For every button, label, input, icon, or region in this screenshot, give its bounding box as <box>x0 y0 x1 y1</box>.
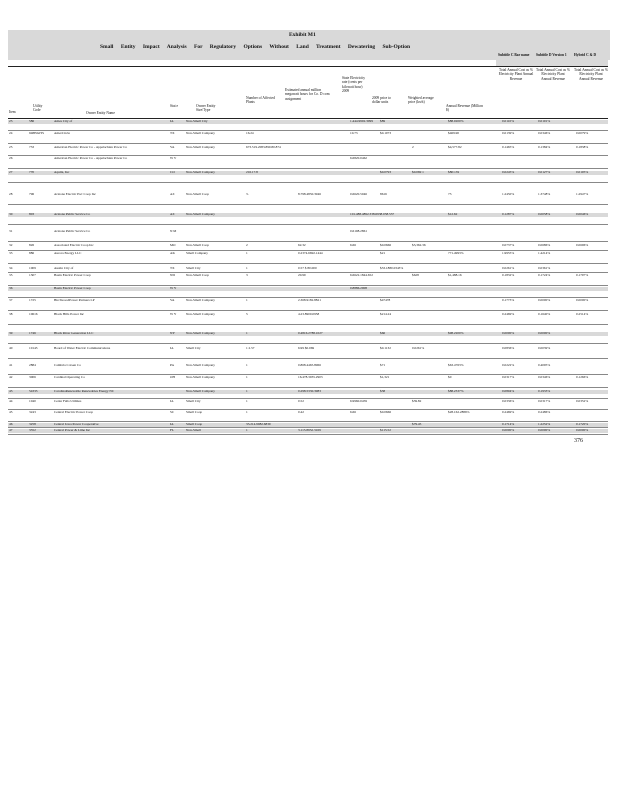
cell-rate: 6.66 <box>350 243 356 247</box>
cell-rev: 73 <box>448 192 452 196</box>
header-rule-bottom <box>8 118 608 119</box>
cell-code: 886 <box>29 251 35 255</box>
cell-c: 0.0000% <box>502 428 515 432</box>
cell-code: 796 <box>29 192 35 196</box>
cell-st: CO <box>170 170 175 174</box>
cell-est: 8.798.4850.3946 <box>298 192 321 196</box>
cell-owner: Central Power & Lime Inc <box>54 428 91 432</box>
cell-rate: 6.6820.0462 <box>350 156 367 160</box>
cell-code: 2884 <box>29 363 36 367</box>
cell-rate: 101.488.4892.338.6938.038.537 <box>350 212 395 216</box>
cell-item: 42 <box>9 375 13 379</box>
cell-est: 0.42 <box>298 410 304 414</box>
cell-est: 2.368.9182.8821 <box>298 298 321 302</box>
cell-owner: Cedar Falls Utilities <box>54 399 82 403</box>
cell-d: 0.0127% <box>538 170 551 174</box>
cell-type: Non-Small Company <box>186 170 215 174</box>
cell-item: 36 <box>9 286 13 290</box>
cell-item: 31 <box>9 229 13 233</box>
cell-d: 0.0317% <box>538 399 551 403</box>
cell-d: 0.0058% <box>538 212 551 216</box>
cell-code: 3006 <box>29 375 36 379</box>
cell-owner: Central Iowa Power Cooperative <box>54 422 99 426</box>
cell-item: 30 <box>9 212 13 216</box>
cell-c: 0.1832% <box>502 273 515 277</box>
cell-h: 0.0000% <box>576 428 589 432</box>
cell-p09: $21 <box>380 251 386 255</box>
cell-code: 10143 <box>29 346 38 350</box>
cell-type: Non-Small Company <box>186 212 215 216</box>
cell-type: Non-Small Company <box>186 145 215 149</box>
cell-st: PA <box>170 363 175 367</box>
row-shading <box>8 287 608 291</box>
cell-type: Non-Small <box>186 428 201 432</box>
exhibit-label: Exhibit M1 <box>289 32 316 38</box>
cell-d: 0.2486% <box>538 410 551 414</box>
page-number: 376 <box>574 438 583 444</box>
cell-n: 1 <box>246 428 248 432</box>
cell-wavg: $3,362.36 <box>412 243 426 247</box>
header-weighted: Weighted average price (kwh) <box>408 96 434 105</box>
cell-p09: $47478 <box>380 298 391 302</box>
cell-p09: $71 <box>380 363 386 367</box>
cell-st: AZ <box>170 192 175 196</box>
header-state-elec: State Electricity rate (cents per kilowatt hour) 2009 <box>342 76 366 93</box>
cell-n: 216.17.8 <box>246 170 258 174</box>
cell-p09: $0.0666 <box>380 243 392 247</box>
row-rule <box>8 387 608 388</box>
cell-rev: $1,488.16 <box>448 273 462 277</box>
cell-n: 2 <box>246 243 248 247</box>
cell-owner: Aquila, Inc <box>54 170 70 174</box>
cell-est: 20.99 <box>298 273 306 277</box>
cell-st: TX <box>170 266 175 270</box>
cell-rev: $12.62 <box>448 212 458 216</box>
cell-item: 45 <box>9 410 13 414</box>
cell-st: AZ <box>170 212 175 216</box>
cell-owner: Basin Electric Power Coop <box>54 273 91 277</box>
header-pct-h: Total Annual Cost as % Electricity Plant Annual Revenue <box>574 68 608 81</box>
cell-c: 0.0836% <box>502 346 515 350</box>
cell-h: 0.0000% <box>576 298 589 302</box>
row-rule <box>8 204 608 205</box>
cell-code: 10616 <box>29 312 38 316</box>
cell-type: Non-Small Company <box>186 375 215 379</box>
row-shading <box>8 213 608 217</box>
cell-wavg: 0.0261% <box>412 346 425 350</box>
cell-owner: Central Electric Power Coop <box>54 410 94 414</box>
cell-rate: 6.66 <box>350 410 356 414</box>
cell-code: 3243 <box>29 410 36 414</box>
cell-rev: $88.0200% <box>448 119 464 123</box>
cell-d: 0.0361% <box>538 266 551 270</box>
cell-n: 3. <box>246 192 249 196</box>
cell-st: OH <box>170 375 175 379</box>
cell-st: TX <box>170 131 175 135</box>
header-utility-code: Utility Code <box>33 104 43 113</box>
cell-owner: Cardinal Operating Co <box>54 375 85 379</box>
cell-owner: Arizona Public Service Co <box>54 229 91 233</box>
cell-n: 1 <box>246 266 248 270</box>
header-annual-rev: Annual Revenue (Million $) <box>446 104 483 113</box>
cell-item: 47 <box>9 428 13 432</box>
cell-c: 0.0000% <box>502 331 515 335</box>
cell-type: Non-Small Company <box>186 312 215 316</box>
cell-p09: $115.52 <box>380 428 391 432</box>
cell-n: 1 <box>246 251 248 255</box>
cell-code: 3352 <box>29 428 36 432</box>
cell-n: 1 2.57 <box>246 346 255 350</box>
cell-est: 0.52 <box>298 399 304 403</box>
header-owner-name: Owner Entity Name <box>86 111 115 115</box>
cell-p09: $1,321 <box>380 375 390 379</box>
cell-st: IA <box>170 399 174 403</box>
cell-type: Non-Small Coop <box>186 243 210 247</box>
cell-code: 54333 <box>29 389 38 393</box>
row-rule <box>8 285 608 286</box>
cell-wavg: $39.82 <box>412 399 422 403</box>
cell-c: 0.0110% <box>502 119 515 123</box>
header-est-cost: Estimated annual million megawatt hours for Co. D com assignment <box>285 88 330 101</box>
cell-p09: 8616 <box>380 192 387 196</box>
cell-type: Small Company <box>186 251 208 255</box>
cell-item: 35 <box>9 273 13 277</box>
cell-st: ND <box>170 273 175 277</box>
cell-code: 733 <box>29 145 35 149</box>
row-rule <box>8 434 608 435</box>
cell-rate: 1.444.9902.3099 <box>350 119 373 123</box>
cell-type: Small Coop <box>186 410 203 414</box>
cell-item: 37 <box>9 298 13 302</box>
cell-st: N M <box>170 229 177 233</box>
header-hybrid: Hybrid C & D <box>574 53 597 57</box>
cell-d: 0.0101% <box>538 119 551 123</box>
cell-code: 948HAVIS <box>29 131 45 135</box>
cell-p09: $89 <box>380 119 386 123</box>
cell-code: 3258 <box>29 422 36 426</box>
cell-h: 0.1266% <box>576 375 589 379</box>
cell-item: 38 <box>9 312 13 316</box>
cell-st: VA <box>170 145 175 149</box>
cell-owner: Aurora Energy LLC <box>54 251 82 255</box>
cell-est: 0.4816.2788.1027 <box>298 331 323 335</box>
cell-h: 0.1838% <box>576 145 589 149</box>
cell-owner: Austin City of <box>54 266 74 270</box>
cell-owner: Black Hills Power Inc <box>54 312 85 316</box>
cell-d: 0.0686% <box>538 243 551 247</box>
cell-n: 1 <box>246 375 248 379</box>
cell-type: Small City <box>186 266 201 270</box>
cell-c: 0.0804% <box>502 389 515 393</box>
cell-owner: CarolinaRenewable Renewables Energy NC <box>54 389 115 393</box>
cell-type: Small Coop <box>186 422 203 426</box>
cell-h: 1.2947% <box>576 192 589 196</box>
cell-rev: $4,577.82 <box>448 145 462 149</box>
cell-rev: $98.2200% <box>448 331 464 335</box>
cell-code: 1040 <box>29 399 36 403</box>
cell-n: 33.214.9982.6839 <box>246 422 271 426</box>
cell-est: 4.23.8900.0958 <box>298 312 320 316</box>
cell-h: 0.1720% <box>576 422 589 426</box>
cell-type: Non-Small Coop <box>186 273 210 277</box>
cell-rev: $0 <box>448 375 452 379</box>
cell-d: 0.0000% <box>538 298 551 302</box>
cell-item: 41 <box>9 363 13 367</box>
cell-rate: 0.6620.5046 <box>350 192 367 196</box>
cell-n: 1 <box>246 298 248 302</box>
cell-item: 25 <box>9 145 13 149</box>
cell-d: 0.0000% <box>538 428 551 432</box>
cell-rate: 10.73 <box>350 131 358 135</box>
cell-est: 3.113.8932.3169 <box>298 428 321 432</box>
cell-type: Non-Small Company <box>186 331 215 335</box>
cell-p09: $0.0666 <box>380 410 392 414</box>
cell-c: 0.0139% <box>502 131 515 135</box>
cell-owner: American Electric Power Co - Appalachian Power Co <box>54 145 128 149</box>
cell-n: 673.519.2083.890.80.874 <box>246 145 281 149</box>
cell-c: 0.1287% <box>502 212 515 216</box>
cell-p09: $66 <box>380 331 386 335</box>
cell-type: Small City <box>186 399 201 403</box>
cell-c: 0.0245% <box>502 170 515 174</box>
header-pct-d: Total Annual Cost as % Electricity Plant Annual Revenue <box>536 68 570 81</box>
cell-code: 826 <box>29 243 35 247</box>
cell-owner: AmerCircle <box>54 131 71 135</box>
cell-p09: $214.24 <box>380 312 392 316</box>
cell-est: 0.2374.6692.1444 <box>298 251 323 255</box>
cell-c: 1.2450% <box>502 192 515 196</box>
cell-st: IA <box>170 119 174 123</box>
cell-d: 0.1384% <box>538 145 551 149</box>
table-title: Small Entity Impact Analysis For Regulatory Options Without Land Treatment Dewatering Sub-Option <box>100 44 411 50</box>
cell-item: 46 <box>9 422 13 426</box>
cell-code: 1746 <box>29 331 36 335</box>
cell-n: 16.24 <box>246 131 254 135</box>
cell-owner: Associated Electric Coop Inc <box>54 243 94 247</box>
row-rule <box>8 182 608 183</box>
cell-d: 0.1640% <box>538 312 551 316</box>
cell-rev: $88.2337% <box>448 389 464 393</box>
cell-d: 0.0346% <box>538 375 551 379</box>
cell-n: 1 <box>246 331 248 335</box>
cell-st: IA <box>170 346 174 350</box>
cell-c: 0.0336% <box>502 399 515 403</box>
cell-owner: BirchwoodPower Partners LP <box>54 298 95 302</box>
cell-p09: $0.0793 <box>380 170 392 174</box>
cell-item: 40 <box>9 346 13 350</box>
cell-c: 0.0317% <box>502 375 515 379</box>
cell-p09: $38 <box>380 389 386 393</box>
cell-rev: $469.90 <box>448 131 460 135</box>
cell-item: 27 <box>9 170 13 174</box>
cell-code: 1009 <box>29 266 36 270</box>
row-rule <box>8 224 608 225</box>
row-rule <box>8 409 608 410</box>
cell-item: 26 <box>9 156 13 160</box>
cell-item: 24 <box>9 131 13 135</box>
cell-est: 0.57 $ 80.000 <box>298 266 317 270</box>
cell-code: 1725 <box>29 298 36 302</box>
cell-rate: 0.6108.2861 <box>350 229 367 233</box>
cell-p09: $0.1132 <box>380 346 391 350</box>
header-owner-type: Owner Entity Size/Type <box>196 104 216 113</box>
row-shading <box>8 120 608 124</box>
row-rule <box>8 343 608 344</box>
cell-p09: $0.1073 <box>380 131 392 135</box>
cell-code: 1307 <box>29 273 36 277</box>
cell-item: 28 <box>9 192 13 196</box>
cell-d: 1.3748% <box>538 192 551 196</box>
cell-rate: 6.6622.1844.652 <box>350 273 373 277</box>
cell-st: IA <box>170 422 174 426</box>
header-item: Item <box>9 110 16 114</box>
cell-h: 0.0079% <box>576 131 589 135</box>
cell-type: Non-Small Company <box>186 363 215 367</box>
cell-c: 0.0222% <box>502 363 515 367</box>
cell-wavg: $79.45 <box>412 422 422 426</box>
header-pct-c: Total Annual Cost as % Electricity Plant Annual Revenue <box>498 68 534 81</box>
row-rule <box>8 263 608 264</box>
cell-owner: American Electric Power Co - Appalachian Power Co <box>54 156 128 160</box>
cell-item: 32 <box>9 243 13 247</box>
cell-code: 803 <box>29 212 35 216</box>
cell-owner: Ames City of <box>54 119 73 123</box>
cell-st: W Y <box>170 286 177 290</box>
cell-h: 0.0105% <box>576 170 589 174</box>
cell-item: 43 <box>9 389 13 393</box>
cell-rev: $801.59 <box>448 170 460 174</box>
cell-n: 1 <box>246 410 248 414</box>
cell-st: NY <box>170 331 175 335</box>
cell-owner: Black River Generation LLC <box>54 331 94 335</box>
cell-st: W V <box>170 156 177 160</box>
cell-owner: Board of Water Electric Communications <box>54 346 111 350</box>
row-rule <box>8 358 608 359</box>
cell-d: 0.1933% <box>538 389 551 393</box>
cell-item: 44 <box>9 399 13 403</box>
cell-h: 0.2514% <box>576 312 589 316</box>
header-subtitle-d: Subtitle D Version 1 <box>536 53 567 57</box>
header-subtitle-c: Subtitle C Bar name <box>498 53 530 57</box>
cell-d: 0.0000% <box>538 331 551 335</box>
cell-type: Non-Small City <box>186 119 208 123</box>
cell-type: Non-Small Company <box>186 298 215 302</box>
cell-n: 3 <box>246 273 248 277</box>
cell-n: 1 <box>246 389 248 393</box>
cell-est: 62.32 <box>298 243 306 247</box>
cell-st: VA <box>170 298 175 302</box>
header-state: Stat e <box>170 104 179 108</box>
cell-n: 5 <box>246 312 248 316</box>
cell-wavg: 2 <box>412 145 414 149</box>
cell-d: 0.0346% <box>538 131 551 135</box>
cell-h: 0.0046% <box>576 212 589 216</box>
row-rule <box>8 272 608 273</box>
header-num-plants: Number of Affected Plants <box>246 96 275 105</box>
cell-n: 1 <box>246 399 248 403</box>
cell-d: 1.4214% <box>538 251 551 255</box>
cell-c: 0.1773% <box>502 298 515 302</box>
cell-d: 0.4095% <box>538 363 551 367</box>
cell-c: 0.2469% <box>502 312 515 316</box>
cell-est: 16.478.3935.2903 <box>298 375 323 379</box>
row-rule <box>8 324 608 325</box>
row-rule <box>8 398 608 399</box>
row-rule <box>8 143 608 144</box>
cell-type: Non-Small Coop <box>186 192 210 196</box>
cell-wavg: $0.069 1 <box>412 170 424 174</box>
header-rule-top <box>8 66 608 67</box>
cell-c: 0.1465% <box>502 145 515 149</box>
cell-rev: $63.4763% <box>448 363 464 367</box>
cell-owner: Arizona Electric Pwr Coop Inc <box>54 192 96 196</box>
row-shading <box>8 171 608 175</box>
cell-d: 1.2252% <box>538 422 551 426</box>
cell-owner: Cambria CoGen Co <box>54 363 81 367</box>
cell-type: Non-Small Company <box>186 131 215 135</box>
cell-type: Small City <box>186 346 201 350</box>
cell-p09: $33.1880.0343% <box>380 266 404 270</box>
cell-item: 33 <box>9 251 13 255</box>
cell-d: 0.0039% <box>538 346 551 350</box>
cell-c: 0.0261% <box>502 266 515 270</box>
cell-st: FL <box>170 428 174 432</box>
header-price-2009: 2009 price to dollar units <box>372 96 391 105</box>
cell-st: SC <box>170 410 175 414</box>
row-rule <box>8 130 608 131</box>
cell-item: 39 <box>9 331 13 335</box>
cell-c: 0.2469% <box>502 410 515 414</box>
cell-code: 586 <box>29 119 35 123</box>
cell-code: 770 <box>29 170 35 174</box>
cell-c: 0.0737% <box>502 243 515 247</box>
cell-item: 23 <box>9 119 13 123</box>
cell-rate: 0.8886.2908 <box>350 286 367 290</box>
cell-c: 0.1714% <box>502 422 515 426</box>
cell-d: 0.1724% <box>538 273 551 277</box>
cell-c: 1.9955% <box>502 251 515 255</box>
cell-rev: 771.4993% <box>448 251 464 255</box>
cell-est: 0.298.5330.3983 <box>298 389 321 393</box>
cell-est: 0.868.4465.8966 <box>298 363 321 367</box>
cell-h: 0.0696% <box>576 243 589 247</box>
cell-st: MO <box>170 243 176 247</box>
row-rule <box>8 310 608 311</box>
row-rule <box>8 241 608 242</box>
cell-est: 6.99 $0.069 <box>298 346 315 350</box>
row-rule <box>8 168 608 169</box>
cell-wavg: $628 <box>412 273 419 277</box>
cell-rate: 6.9960.0459 <box>350 399 367 403</box>
cell-h: 0.1797% <box>576 273 589 277</box>
cell-rev: $28.162.2886% <box>448 410 470 414</box>
cell-item: 34 <box>9 266 13 270</box>
cell-owner: Basin Electric Power Coop <box>54 286 91 290</box>
cell-st: W Y <box>170 312 177 316</box>
cell-type: Non-Small Company <box>186 389 215 393</box>
cell-n: 1 <box>246 363 248 367</box>
cell-st: AK <box>170 251 175 255</box>
cell-owner: Arizona Public Service Co <box>54 212 91 216</box>
cell-h: 0.0352% <box>576 399 589 403</box>
